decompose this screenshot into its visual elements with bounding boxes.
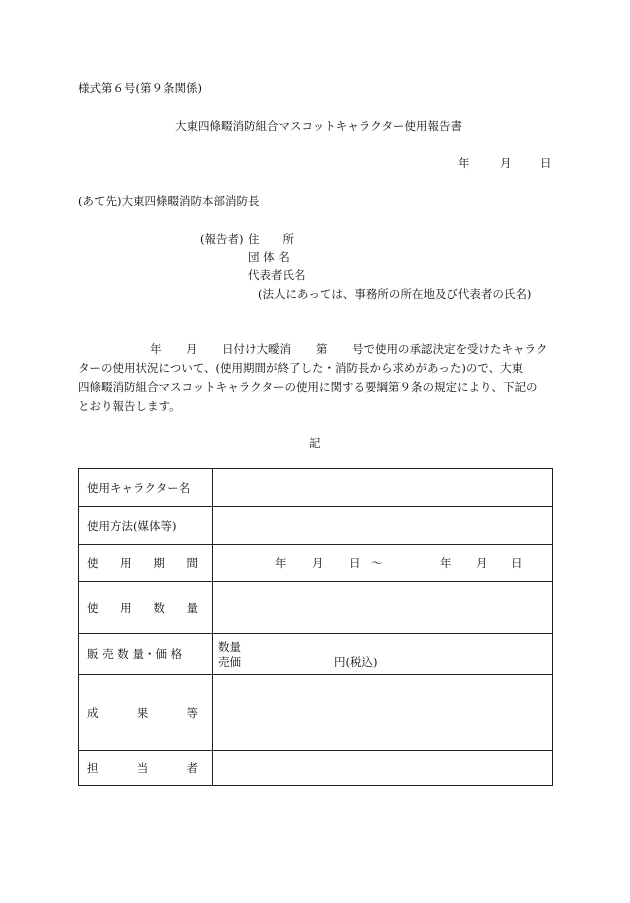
body-month: 月	[186, 342, 198, 356]
sales-price-label: 売価	[218, 655, 241, 669]
label-sales: 販 売 数 量・価 格	[79, 634, 213, 675]
label-usage-period	[79, 545, 213, 582]
label-char: 量	[186, 600, 198, 615]
row-results	[79, 675, 553, 751]
field-usage-method[interactable]	[213, 507, 553, 545]
label-usage-method: 使用方法(媒体等)	[79, 507, 213, 545]
label-usage-quantity	[79, 582, 213, 634]
field-usage-period[interactable]	[213, 545, 553, 582]
date-year: 年	[458, 156, 470, 170]
label-char: 使	[87, 600, 99, 615]
label-char: 果	[136, 705, 149, 720]
row-sales	[79, 634, 553, 675]
label-person-in-charge	[79, 751, 213, 786]
body-date-prefix: 日付け大曖消	[222, 342, 291, 356]
body-line2: ターの使用状況について、(使用期間が終了した・消防長から求めがあった)ので、大東	[78, 361, 524, 375]
row-usage-method	[79, 507, 553, 545]
period-month-end: 月	[476, 556, 488, 570]
period-day-start: 日	[349, 556, 361, 570]
document-title: 大東四條畷消防組合マスコットキャラクター使用報告書	[175, 119, 463, 133]
period-month-start: 月	[312, 556, 324, 570]
sales-qty-label: 数量	[218, 640, 241, 654]
label-char: 数	[153, 600, 165, 615]
period-year-end: 年	[440, 556, 452, 570]
reporter-note: (法人にあっては、事務所の所在地及び代表者の氏名)	[258, 287, 532, 301]
row-character-name	[79, 469, 553, 507]
label-char: 用	[120, 600, 132, 615]
field-person-in-charge[interactable]	[213, 751, 553, 786]
label-char: 間	[186, 556, 198, 570]
field-sales[interactable]	[213, 634, 553, 675]
date-day: 日	[540, 156, 552, 170]
label-character-name: 使用キャラクター名	[79, 469, 213, 507]
period-tilde: 〜	[371, 556, 383, 570]
label-char: 用	[120, 556, 132, 570]
reporter-rep-label: 代表者氏名	[248, 268, 306, 282]
reporter-prefix: (報告者)	[200, 232, 244, 246]
label-results	[79, 675, 213, 751]
body-line3: 四條畷消防組合マスコットキャラクターの使用に関する要綱第９条の規定により、下記の	[78, 380, 538, 394]
label-char: 期	[153, 556, 165, 570]
body-num: 第	[316, 342, 328, 356]
body-year: 年	[150, 342, 162, 356]
date-month: 月	[500, 156, 512, 170]
addressee: (あて先)大東四條畷消防本部消防長	[78, 194, 260, 208]
label-char: 当	[136, 761, 149, 775]
period-year-start: 年	[275, 556, 287, 570]
reporter-address-label: 住 所	[248, 232, 294, 246]
form-number: 様式第６号(第９条関係)	[78, 81, 202, 95]
period-day-end: 日	[511, 556, 523, 570]
label-char: 者	[186, 761, 198, 775]
row-usage-quantity	[79, 582, 553, 634]
label-char: 使	[87, 556, 99, 570]
sales-yen-label: 円(税込)	[334, 655, 378, 669]
field-usage-quantity[interactable]	[213, 582, 553, 634]
label-char: 成	[87, 705, 99, 720]
field-results[interactable]	[213, 675, 553, 751]
row-usage-period	[79, 545, 553, 582]
reporter-org-label: 団 体 名	[248, 250, 290, 264]
row-person-in-charge	[79, 751, 553, 786]
field-character-name[interactable]	[213, 469, 553, 507]
body-line4: とおり報告します。	[78, 399, 181, 413]
label-char: 等	[186, 705, 198, 720]
ki-heading: 記	[309, 436, 321, 450]
report-table	[78, 468, 553, 786]
body-line1-rest: 号で使用の承認決定を受けたキャラク	[352, 342, 548, 356]
label-char: 担	[87, 761, 99, 775]
